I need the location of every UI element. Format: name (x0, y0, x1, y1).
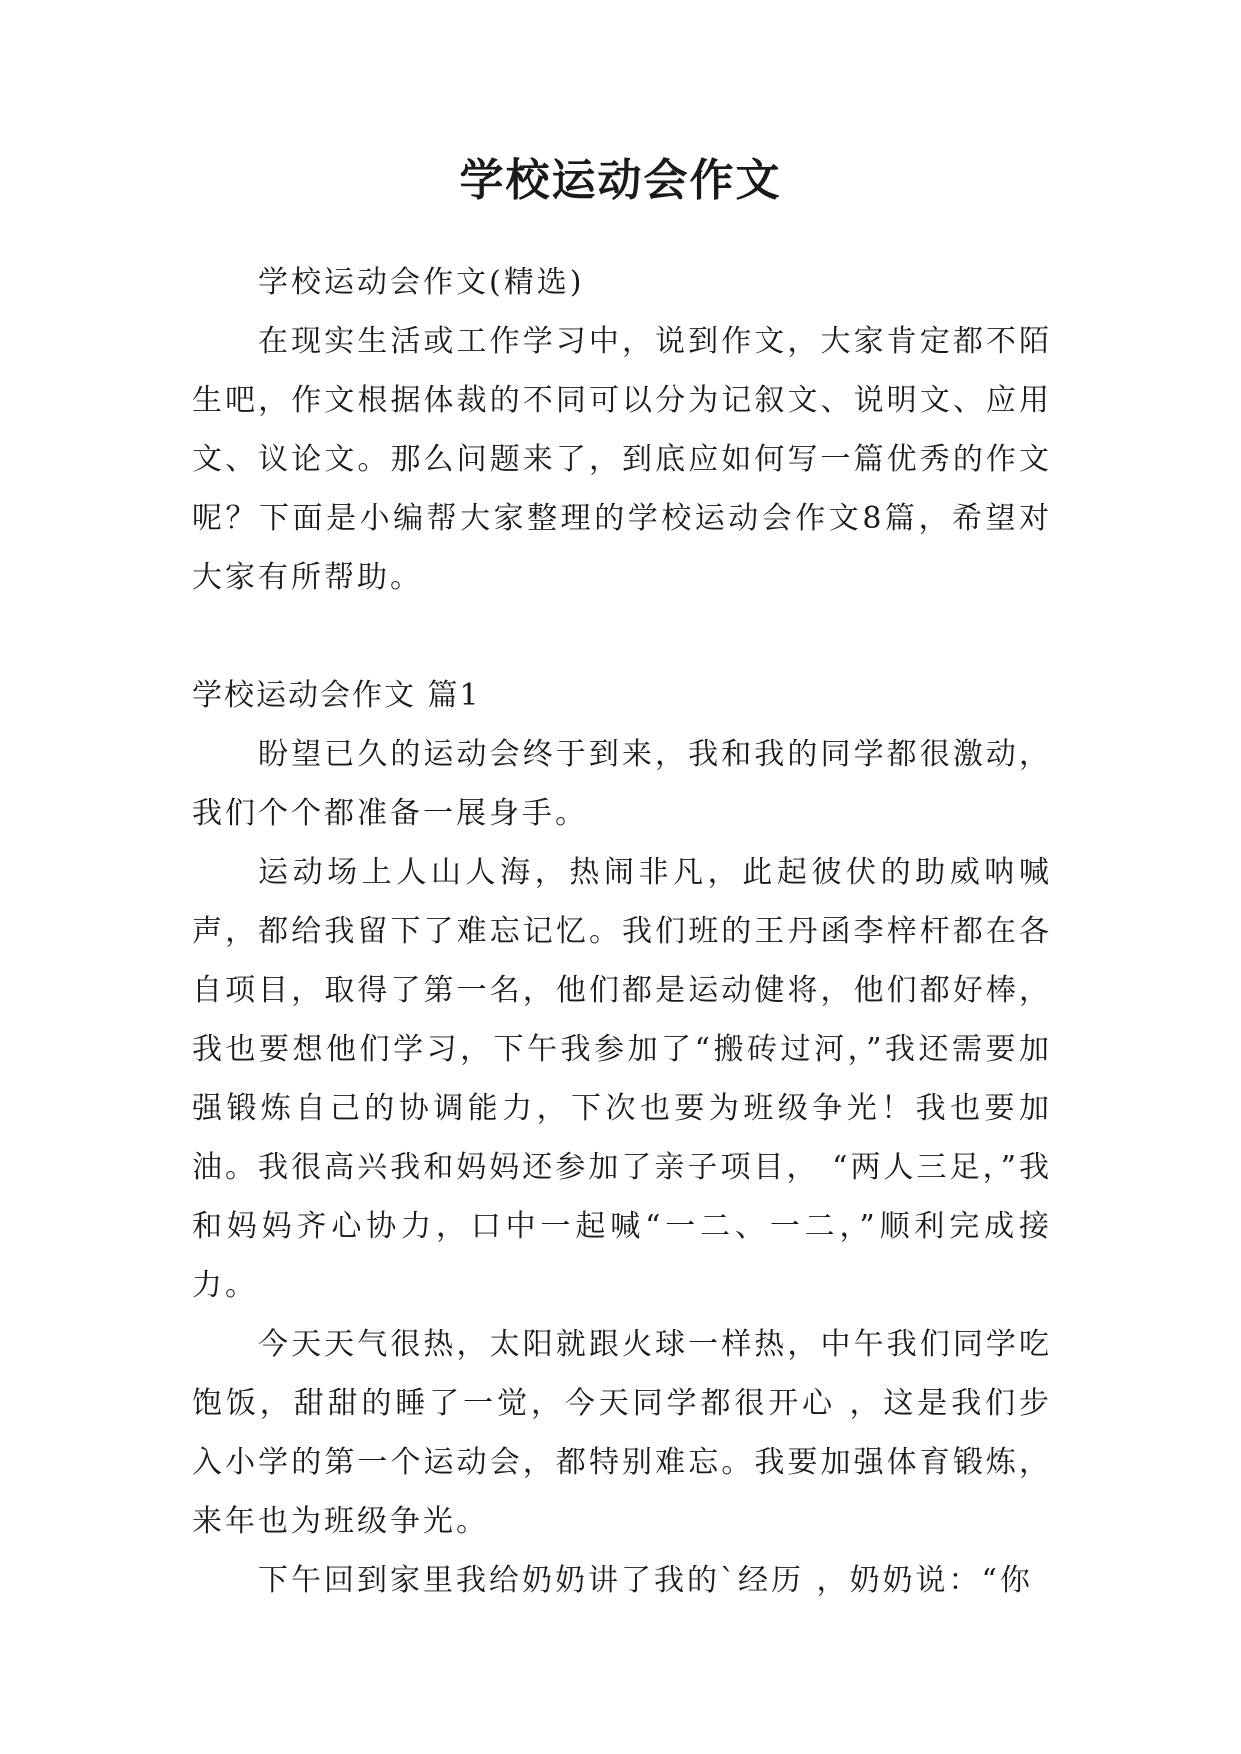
document-title: 学校运动会作文 (459, 155, 782, 206)
body-paragraph: 运动场上人山人海，热闹非凡，此起彼伏的助威呐喊声，都给我留下了难忘记忆。我们班的王丹函李梓杆都在各自项目，取得了第一名，他们都是运动健将，他们都好棒，我也要想他们学习，下午我参加了“搬砖过河，”我还需要加强锻炼自己的协调能力，下次也要为班级争光！我也要加油。我很高兴我和妈妈还参加了亲子项目， “两人三足，”我和妈妈齐心协力，口中一起喊“一二、一二，”顺利完成接力。 (192, 855, 1052, 1303)
body-paragraph: 盼望已久的运动会终于到来，我和我的同学都很激动，我们个个都准备一展身手。 (192, 737, 1052, 831)
intro-subtitle: 学校运动会作文(精选) (258, 265, 585, 300)
section-gap (192, 607, 1052, 666)
body-paragraph: 下午回到家里我给奶奶讲了我的`经历 ，奶奶说：“你 (258, 1563, 1033, 1598)
document-body (192, 253, 1052, 1610)
body-paragraph: 今天天气很热，太阳就跟火球一样热，中午我们同学吃饱饭，甜甜的睡了一觉，今天同学都很开心 ，这是我们步入小学的第一个运动会，都特别难忘。我要加强体育锻炼，来年也为班级争光。 (192, 1327, 1052, 1539)
intro-paragraph: 在现实生活或工作学习中，说到作文，大家肯定都不陌生吧，作文根据体裁的不同可以分为记叙文、说明文、应用文、议论文。那么问题来了，到底应如何写一篇优秀的作文呢？下面是小编帮大家整理的学校运动会作文8篇，希望对大家有所帮助。 (192, 324, 1052, 595)
section-heading: 学校运动会作文 篇1 (192, 678, 481, 713)
